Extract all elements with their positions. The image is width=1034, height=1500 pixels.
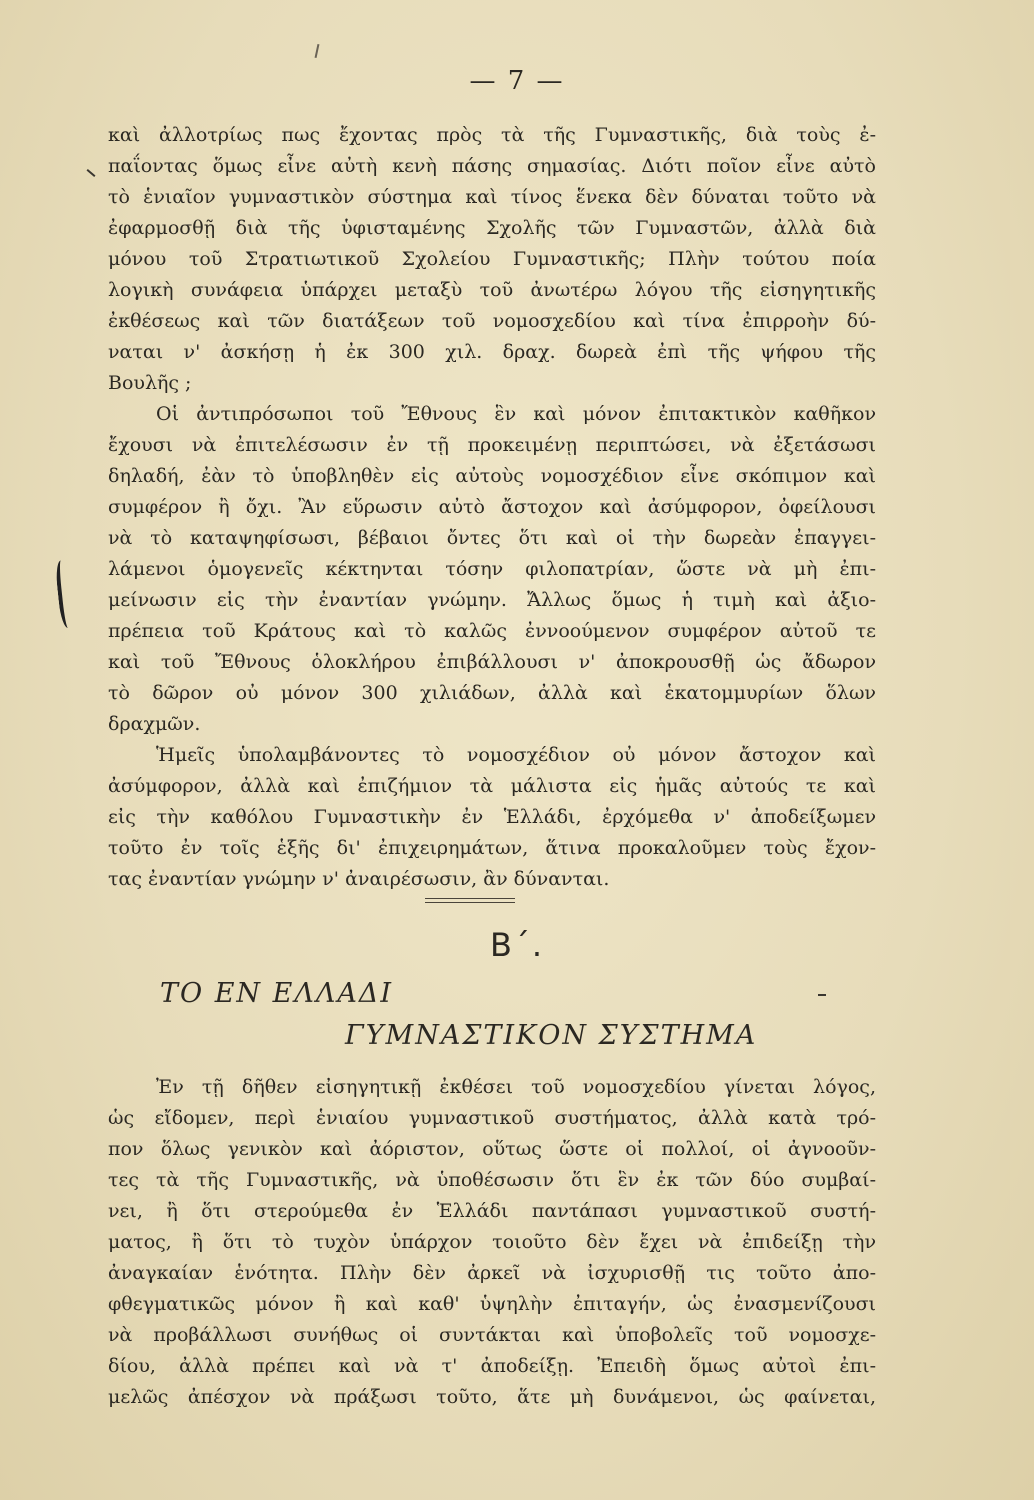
body-text-block-2 xyxy=(108,1072,876,1413)
section-divider xyxy=(425,898,515,903)
page-number: — 7 — xyxy=(469,66,565,96)
text-line: νει, ἢ ὅτι στερούμεθα ἐν Ἑλλάδι παντάπασι γυμναστικοῦ συστή- xyxy=(108,1200,876,1222)
margin-dash-mark-right xyxy=(818,994,826,996)
text-line: δίου, ἀλλὰ πρέπει καὶ νὰ τ' ἀποδείξῃ. Ἐπειδὴ ὅμως αὐτοὶ ἐπι- xyxy=(108,1355,876,1377)
text-line: ναται ν' ἀσκήσῃ ἡ ἐκ 300 χιλ. δραχ. δωρεὰ ἐπὶ τῆς ψήφου τῆς xyxy=(108,341,876,363)
text-line: ἐκθέσεως καὶ τῶν διατάξεων τοῦ νομοσχεδίου καὶ τίνα ἐπιρροὴν δύ- xyxy=(108,310,876,332)
margin-pencil-mark xyxy=(315,44,320,58)
text-line: μείνωσιν εἰς τὴν ἐναντίαν γνώμην. Ἄλλως ὅμως ἡ τιμὴ καὶ ἀξιο- xyxy=(108,589,876,611)
text-line: πρέπεια τοῦ Κράτους καὶ τὸ καλῶς ἐννοούμενον συμφέρον αὐτοῦ τε xyxy=(108,620,876,642)
text-line: συμφέρον ἢ ὄχι. Ἂν εὕρωσιν αὐτὸ ἄστοχον καὶ ἀσύμφορον, ὀφείλουσι xyxy=(108,496,876,518)
section-number: Β΄. xyxy=(489,926,545,964)
section-title-line-1: ΤΟ ΕΝ ΕΛΛΑΔΙ xyxy=(160,978,394,1009)
text-line: φθεγματικῶς μόνον ἢ καὶ καθ' ὑψηλὴν ἐπιταγήν, ὡς ἐνασμενίζουσι xyxy=(108,1293,876,1315)
text-line: ἀσύμφορον, ἀλλὰ καὶ ἐπιζήμιον τὰ μάλιστα εἰς ἡμᾶς αὐτούς τε καὶ xyxy=(108,775,876,797)
text-line: παΐοντας ὅμως εἶνε αὐτὴ κενὴ πάσης σημασίας. Διότι ποῖον εἶνε αὐτὸ xyxy=(108,155,876,177)
text-line: πον ὅλως γενικὸν καὶ ἀόριστον, οὕτως ὥστε οἱ πολλοί, οἱ ἀγνοοῦν- xyxy=(108,1138,876,1160)
text-line: ὡς εἴδομεν, περὶ ἑνιαίου γυμναστικοῦ συστήματος, ἀλλὰ κατὰ τρό- xyxy=(108,1107,876,1129)
text-line: τοῦτο ἐν τοῖς ἑξῆς δι' ἐπιχειρημάτων, ἅτινα προκαλοῦμεν τοὺς ἔχον- xyxy=(108,837,876,859)
body-text-block-1 xyxy=(108,120,876,895)
text-line: μόνου τοῦ Στρατιωτικοῦ Σχολείου Γυμναστικῆς; Πλὴν τούτου ποία xyxy=(108,248,876,270)
text-line: δραχμῶν. xyxy=(108,713,201,735)
text-line: τὸ ἑνιαῖον γυμναστικὸν σύστημα καὶ τίνος ἕνεκα δὲν δύναται τοῦτο νὰ xyxy=(108,186,876,208)
text-line: ἔχουσι νὰ ἐπιτελέσωσιν ἐν τῇ προκειμένῃ περιπτώσει, νὰ ἐξετάσωσι xyxy=(108,434,876,456)
text-line: εἰς τὴν καθόλου Γυμναστικὴν ἐν Ἑλλάδι, ἐρχόμεθα ν' ἀποδείξωμεν xyxy=(108,806,876,828)
text-line: τες τὰ τῆς Γυμναστικῆς, νὰ ὑποθέσωσιν ὅτι ἓν ἐκ τῶν δύο συμβαί- xyxy=(108,1169,876,1191)
text-line: λάμενοι ὁμογενεῖς κέκτηνται τόσην φιλοπατρίαν, ὥστε νὰ μὴ ἐπι- xyxy=(108,558,876,580)
section-title-line-2: ΓΥΜΝΑΣΤΙΚΟΝ ΣΥΣΤΗΜΑ xyxy=(345,1020,758,1051)
text-line: Βουλῆς ; xyxy=(108,372,192,394)
text-line: μελῶς ἀπέσχον νὰ πράξωσι τοῦτο, ἅτε μὴ δυνάμενοι, ὡς φαίνεται, xyxy=(108,1386,876,1408)
text-line: ἀναγκαίαν ἑνότητα. Πλὴν δὲν ἀρκεῖ νὰ ἰσχυρισθῇ τις τοῦτο ἀπο- xyxy=(108,1262,876,1284)
text-line: νὰ τὸ καταψηφίσωσι, βέβαιοι ὄντες ὅτι καὶ οἱ τὴν δωρεὰν ἐπαγγει- xyxy=(108,527,876,549)
paragraph-start-line: Ἡμεῖς ὑπολαμβάνοντες τὸ νομοσχέδιον οὐ μόνον ἄστοχον καὶ xyxy=(156,744,876,766)
text-line: λογικὴ συνάφεια ὑπάρχει μεταξὺ τοῦ ἀνωτέρω λόγου τῆς εἰσηγητικῆς xyxy=(108,279,876,301)
text-line: δηλαδή, ἐὰν τὸ ὑποβληθὲν εἰς αὐτοὺς νομοσχέδιον εἶνε σκόπιμον καὶ xyxy=(108,465,876,487)
text-line: καὶ ἀλλοτρίως πως ἔχοντας πρὸς τὰ τῆς Γυμναστικῆς, διὰ τοὺς ἐ- xyxy=(108,124,876,146)
paragraph-start-line: Ἐν τῇ δῆθεν εἰσηγητικῇ ἐκθέσει τοῦ νομοσχεδίου γίνεται λόγος, xyxy=(156,1076,876,1098)
text-line: καὶ τοῦ Ἔθνους ὁλοκλήρου ἐπιβάλλουσι ν' ἀποκρουσθῇ ὡς ἄδωρον xyxy=(108,651,876,673)
text-line: τὸ δῶρον οὐ μόνον 300 χιλιάδων, ἀλλὰ καὶ ἑκατομμυρίων ὅλων xyxy=(108,682,876,704)
margin-bracket-mark xyxy=(54,559,77,628)
margin-dash-mark xyxy=(87,169,96,177)
text-line: ἐφαρμοσθῇ διὰ τῆς ὑφισταμένης Σχολῆς τῶν Γυμναστῶν, ἀλλὰ διὰ xyxy=(108,217,876,239)
text-line: νὰ προβάλλωσι συνήθως οἱ συντάκται καὶ ὑποβολεῖς τοῦ νομοσχε- xyxy=(108,1324,876,1346)
text-line: τας ἐναντίαν γνώμην ν' ἀναιρέσωσιν, ἂν δύνανται. xyxy=(108,868,610,890)
text-line: ματος, ἢ ὅτι τὸ τυχὸν ὑπάρχον τοιοῦτο δὲν ἔχει νὰ ἐπιδείξῃ τὴν xyxy=(108,1231,876,1253)
paragraph-start-line: Οἱ ἀντιπρόσωποι τοῦ Ἔθνους ἓν καὶ μόνον ἐπιτακτικὸν καθῆκον xyxy=(156,403,876,425)
